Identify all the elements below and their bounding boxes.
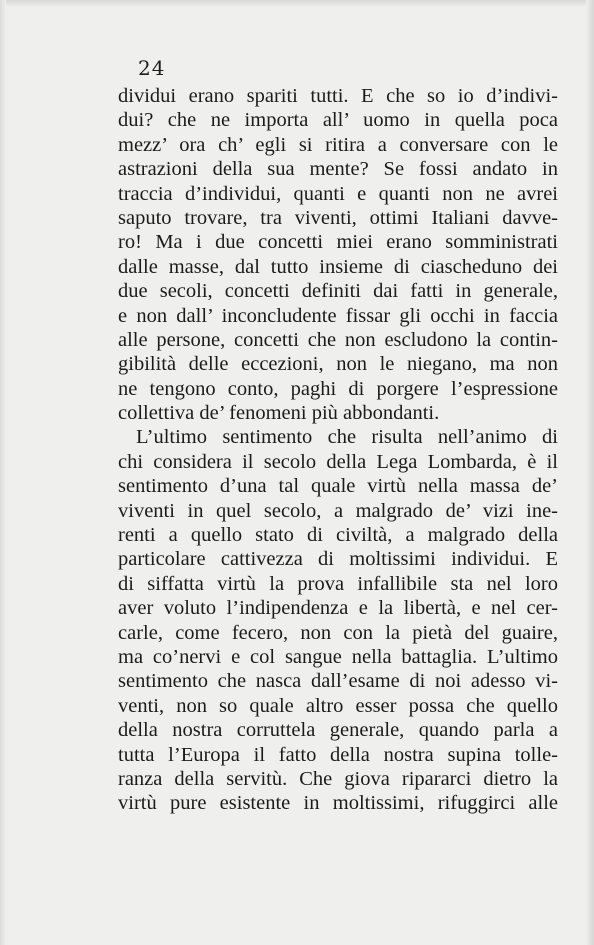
text-line: astrazioni della sua mente? Se fossi andato in xyxy=(118,158,558,181)
text-line: sentimento d’una tal quale virtù nella massa de’ xyxy=(118,475,558,498)
text-line: collettiva de’ fenomeni più abbondanti. xyxy=(118,402,440,425)
text-line: chi considera il secolo della Lega Lombarda, è il xyxy=(118,450,558,473)
text-line: aver voluto l’indipendenza e la libertà, e nel cer- xyxy=(118,597,558,620)
page-left-edge xyxy=(0,0,6,945)
page-top-edge xyxy=(0,0,594,7)
text-line: sentimento che nasca dall’esame di noi adesso vi- xyxy=(118,670,558,693)
page-number: 24 xyxy=(138,56,166,80)
text-line: due secoli, concetti definiti dai fatti in generale, xyxy=(118,280,558,303)
text-line: gibilità delle eccezioni, non le niegano, ma non xyxy=(118,353,558,376)
text-line: ma co’nervi e col sangue nella battaglia. L’ultimo xyxy=(118,645,558,668)
text-line: mezz’ ora ch’ egli si ritira a conversare con le xyxy=(118,133,558,156)
text-line: dalle masse, dal tutto insieme di ciascheduno dei xyxy=(118,255,558,278)
text-line: tutta l’Europa il fatto della nostra supina tolle- xyxy=(118,743,558,766)
text-line: viventi in quel secolo, a malgrado de’ vizi ine- xyxy=(118,499,558,522)
text-line: dui? che ne importa all’ uomo in quella poca xyxy=(118,109,558,132)
page-right-edge xyxy=(586,0,594,945)
text-line: L’ultimo sentimento che risulta nell’animo di xyxy=(136,426,558,449)
text-line: saputo trovare, tra viventi, ottimi Italiani davve- xyxy=(118,206,558,229)
text-line: alle persone, concetti che non escludono la contin- xyxy=(118,328,558,351)
text-line: di siffatta virtù la prova infallibile sta nel loro xyxy=(118,572,558,595)
text-line: venti, non so quale altro esser possa che quello xyxy=(118,694,558,717)
body-text xyxy=(118,84,558,816)
text-line: traccia d’individui, quanti e quanti non ne avrei xyxy=(118,182,558,205)
text-line: della nostra corruttela generale, quando parla a xyxy=(118,719,558,742)
text-line: e non dall’ inconcludente fissar gli occhi in faccia xyxy=(118,304,558,327)
text-line: ne tengono conto, paghi di porgere l’espressione xyxy=(118,377,558,400)
text-line: particolare cattivezza di moltissimi individui. E xyxy=(118,548,558,571)
text-line: renti a quello stato di civiltà, a malgrado della xyxy=(118,524,558,547)
text-line: ro! Ma i due concetti miei erano somministrati xyxy=(118,231,558,254)
text-line: virtù pure esistente in moltissimi, rifuggirci alle xyxy=(118,792,558,815)
text-line: dividui erano spariti tutti. E che so io d’indivi- xyxy=(118,85,558,107)
text-line: carle, come fecero, non con la pietà del guaire, xyxy=(118,621,558,644)
text-line: ranza della servitù. Che giova ripararci dietro la xyxy=(118,767,558,790)
